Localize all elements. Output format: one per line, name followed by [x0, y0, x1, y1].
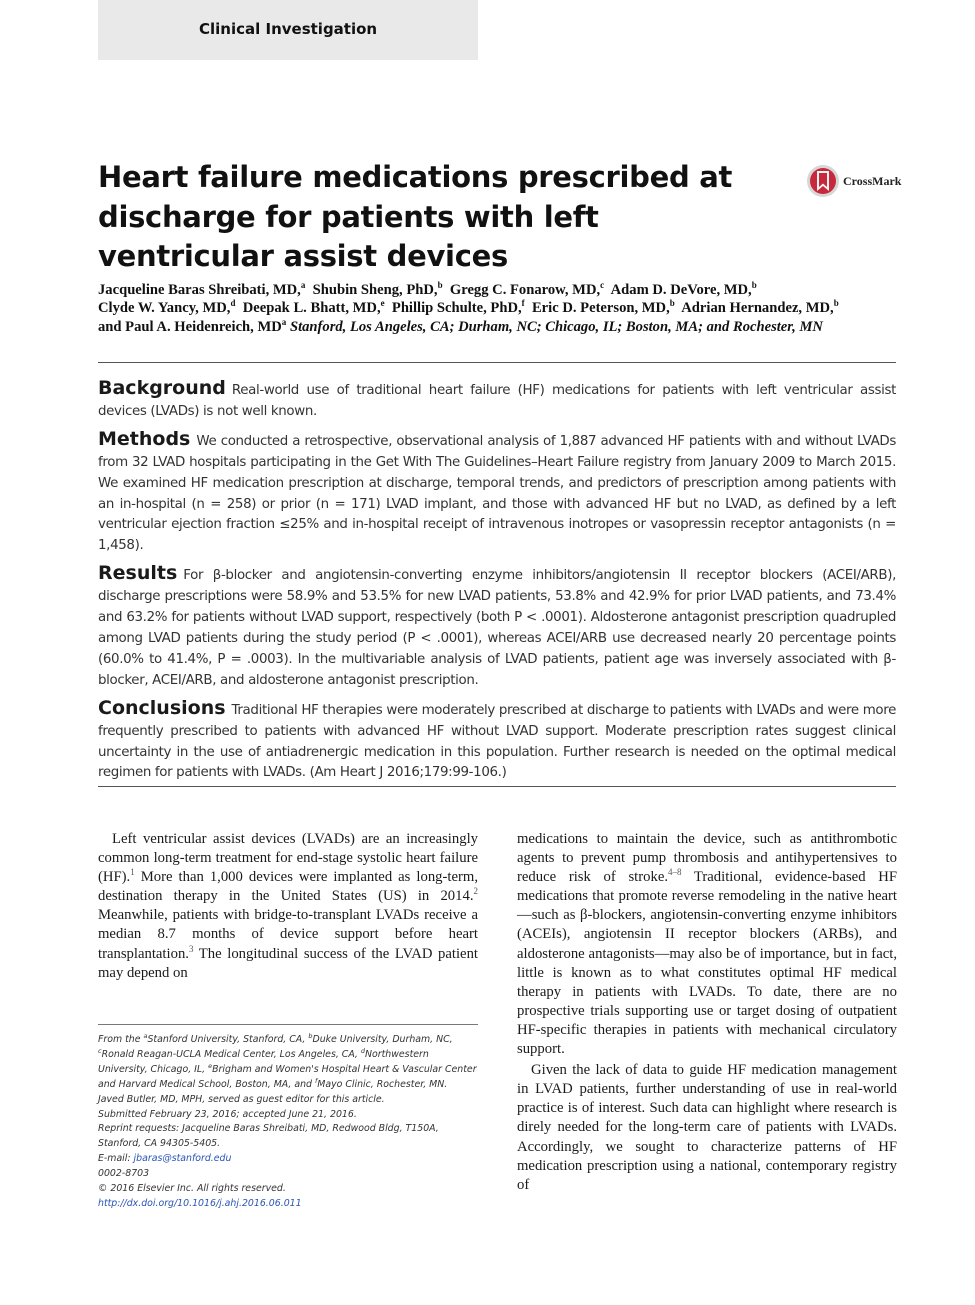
author: Jacqueline Baras Shreibati, MD,: [98, 282, 301, 298]
footnote-email: E-mail: jbaras@stanford.edu: [98, 1153, 232, 1165]
crossmark-icon: [806, 164, 840, 198]
abstract-heading: Results: [98, 562, 178, 585]
author: and Paul A. Heidenreich, MD: [98, 318, 282, 335]
author: Shubin Sheng, PhD,: [312, 282, 438, 298]
footnote-issn: 0002-8703: [98, 1168, 150, 1180]
abstract-background: Background Real-world use of traditional heart failure (HF) medications for patients with left ventricular assist devices (LVADs) is not well known.: [98, 377, 896, 419]
abstract-conclusions: Conclusions Traditional HF therapies were moderately prescribed at discharge to patients with LVADs and were more frequently prescribed to patients with advanced HF without LVAD support. Moderate prescription rates suggest clinical uncertainty in the use of antiadrenergic medication in this population. Further research is needed on the optimal medical regimen for patients with LVADs. (Am Heart J 2016;179:99-106.): [98, 696, 896, 781]
article-title: Heart failure medications prescribed at discharge for patients with left ventricular assist devices: [98, 160, 733, 273]
author-affiliations: Stanford, Los Angeles, CA; Durham, NC; Chicago, IL; Boston, MA; and Rochester, MN: [289, 318, 823, 335]
body-paragraph: medications to maintain the device, such as antithrombotic agents to prevent pump thrombosis and antihypertensives to reduce risk of stroke.$^{4-8}$ Traditional, evidence-based HF medications that promote reverse remodeling in the native heart—such as β-blockers, angiotensin-converting enzyme inhibitors (ACEIs), angiotensin II receptor blockers (ARBs), and aldosterone antagonists—may also be of importance, but in fact, little is known as to what constitutes optimal HF medical therapy in patients with LVADs. To date, there are no prospective trials supporting use or target dosing of outpatient HF-specific therapies in patients with mechanical circulatory support.: [517, 831, 897, 1058]
crossmark-label: CrossMark: [843, 173, 902, 188]
abstract-heading: Methods: [98, 427, 191, 450]
divider-bottom: [98, 786, 896, 787]
author: Adam D. DeVore, MD,: [610, 282, 752, 298]
citation-link[interactable]: 4–8: [668, 867, 682, 878]
footnote-guest-editor: Javed Butler, MD, MPH, served as guest editor for this article.: [98, 1093, 385, 1105]
footnote-affiliations: From the $^a$Stanford University, Stanford, CA, $^b$Duke University, Durham, NC, $^c$Ronald Reagan-UCLA Medical Center, Los Angeles, CA, $^d$Northwestern University, Chicago, IL, $^e$Brigham and Women's Hospital Heart & Vascular Center and Harvard Medical School, Boston, MA, and $^f$Mayo Clinic, Rochester, MN.: [98, 1031, 477, 1090]
body-paragraph: Left ventricular assist devices (LVADs) are an increasingly common long-term treatment for end-stage systolic heart failure (HF).$^1$ More than 1,000 devices were implanted as long-term, destination therapy in the United States (US) in 2014.$^2$ Meanwhile, patients with bridge-to-transplant LVADs receive a median 8.7 months of device support before heart transplantation.$^3$ The longitudinal success of the LVAD patient may depend on: [98, 831, 478, 981]
abstract-heading: Background: [98, 377, 226, 399]
divider-top: [98, 362, 896, 363]
citation-link[interactable]: 2: [473, 886, 478, 897]
body-column-right: [517, 830, 897, 1195]
citation-link[interactable]: 1: [130, 867, 135, 878]
body-paragraph: Given the lack of data to guide HF medication management in LVAD patients, further understanding of use in real-world practice is of interest. Such data can highlight where research is direly needed for the long-term care of patients with LVADs. Accordingly, we sought to characterize patterns of HF medication prescription using a national, contemporary registry of: [517, 1062, 897, 1193]
footnote-divider: [98, 1024, 478, 1025]
citation-link[interactable]: 3: [188, 943, 194, 954]
doi-link[interactable]: http://dx.doi.org/10.1016/j.ahj.2016.06.011: [98, 1197, 302, 1209]
body-column-left: [98, 830, 478, 983]
author: Clyde W. Yancy, MD,: [98, 300, 231, 317]
section-label: Clinical Investigation: [199, 20, 378, 38]
author: Eric D. Peterson, MD,: [531, 300, 670, 317]
footnote-copyright: © 2016 Elsevier Inc. All rights reserved.: [98, 1183, 286, 1195]
footnotes: [98, 1033, 478, 1212]
abstract-heading: Conclusions: [98, 696, 226, 719]
footnote-reprint: Reprint requests: Jacqueline Baras Shreibati, MD, Redwood Bldg, T150A, Stanford, CA 94305-5405.: [98, 1123, 439, 1150]
email-link[interactable]: jbaras@stanford.edu: [133, 1153, 232, 1165]
footnote-submitted: Submitted February 23, 2016; accepted June 21, 2016.: [98, 1108, 357, 1120]
author-list: Jacqueline Baras Shreibati, MD,$^a$ Shubin Sheng, PhD,$^b$ Gregg C. Fonarow, MD,$^c$ Adam D. DeVore, MD,$^b$ Clyde W. Yancy, MD,$^d$ Deepak L. Bhatt, MD,$^e$ Phillip Schulte, PhD,$^f$ Eric D. Peterson, MD,$^b$ Adrian Hernandez, MD,$^b$ and Paul A. Heidenreich, $MD^a$ Stanford, Los Angeles, CA; Durham, NC; Chicago, IL; Boston, MA; and Rochester, MN: [98, 280, 839, 335]
abstract-results: Results For β-blocker and angiotensin-converting enzyme inhibitors/angiotensin II receptor blockers (ACEI/ARB), discharge prescriptions were 58.9% and 53.5% for new LVAD patients, 53.8% and 42.9% for prior LVAD patients, and 73.4% and 63.2% for patients without LVAD support, respectively (both P < .0001). Aldosterone antagonist prescription quadrupled among LVAD patients during the study period (P < .0001), whereas ACEI/ARB use decreased nearly 20 percentage points (60.0% to 41.4%, P = .0003). In the multivariable analysis of LVAD patients, patient age was inversely associated with β-blocker, ACEI/ARB, and aldosterone antagonist prescription.: [98, 562, 896, 688]
author: Phillip Schulte, PhD,: [391, 300, 522, 317]
abstract: [98, 378, 896, 790]
author: Deepak L. Bhatt, MD,: [242, 300, 381, 317]
crossmark-badge[interactable]: [806, 164, 901, 198]
author: Gregg C. Fonarow, MD,: [449, 282, 601, 298]
abstract-methods: Methods We conducted a retrospective, observational analysis of 1,887 advanced HF patients with and without LVADs from 32 LVAD hospitals participating in the Get With The Guidelines–Heart Failure registry from January 2009 to March 2015. We examined HF medication prescription at discharge, temporal trends, and predictors of prescription among patients with an in-hospital (n = 258) or prior (n = 171) LVAD implant, and those with advanced HF but no LVAD, as defined by a left ventricular ejection fraction ≤25% and in-hospital receipt of intravenous inotropes or vasopressin receptor antagonists (n = 1,458).: [98, 427, 896, 554]
author: Adrian Hernandez, MD,: [681, 300, 834, 317]
section-tab: [98, 0, 478, 60]
